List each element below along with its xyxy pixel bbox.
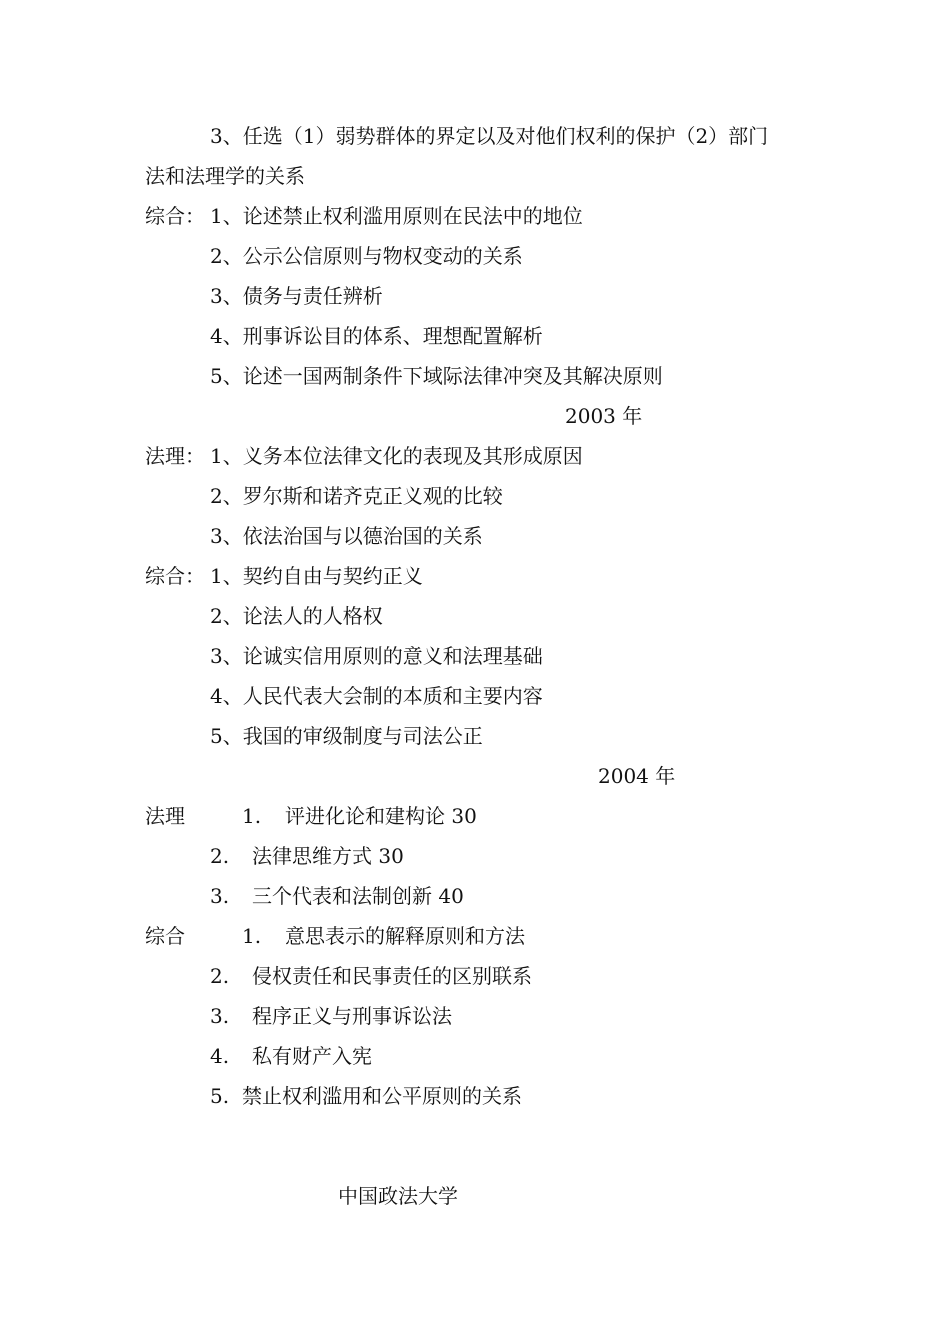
list-item: 1、义务本位法律文化的表现及其形成原因 [210,444,583,468]
list-item-number: 1. [242,804,262,828]
list-item-number: 1. [242,924,262,948]
list-item: 3、债务与责任辨析 [210,284,383,308]
list-item: 禁止权利滥用和公平原则的关系 [242,1084,522,1108]
list-item: 5、论述一国两制条件下域际法律冲突及其解决原则 [210,364,663,388]
list-item-number: 3. [210,1004,230,1028]
fali-heading: 法理： [145,444,205,468]
list-item: 三个代表和法制创新 40 [252,884,464,908]
list-item: 3、依法治国与以德治国的关系 [210,524,483,548]
list-item: 侵权责任和民事责任的区别联系 [252,964,532,988]
list-item-number: 2. [210,964,230,988]
fali-heading: 法理 [145,804,185,828]
list-item: 评进化论和建构论 30 [285,804,477,828]
zonghe-heading: 综合： [145,564,205,588]
list-item: 私有财产入宪 [252,1044,372,1068]
list-item-number: 2. [210,844,230,868]
zonghe-heading: 综合： [145,204,205,228]
list-item-number: 5. [210,1084,230,1108]
question-line: 3、任选（1）弱势群体的界定以及对他们权利的保护（2）部门 [210,124,769,148]
list-item-number: 4. [210,1044,230,1068]
list-item: 程序正义与刑事诉讼法 [252,1004,452,1028]
year-heading-2004: 2004 年 [598,764,676,788]
list-item: 2、罗尔斯和诺齐克正义观的比较 [210,484,503,508]
list-item: 5、我国的审级制度与司法公正 [210,724,483,748]
list-item: 法律思维方式 30 [252,844,404,868]
list-item: 4、人民代表大会制的本质和主要内容 [210,684,543,708]
list-item: 4、刑事诉讼目的体系、理想配置解析 [210,324,543,348]
list-item-number: 3. [210,884,230,908]
list-item: 意思表示的解释原则和方法 [285,924,525,948]
zonghe-heading: 综合 [145,924,185,948]
list-item: 2、论法人的人格权 [210,604,383,628]
list-item: 2、公示公信原则与物权变动的关系 [210,244,523,268]
school-heading: 中国政法大学 [338,1184,458,1208]
year-heading-2003: 2003 年 [565,404,643,428]
list-item: 3、论诚实信用原则的意义和法理基础 [210,644,543,668]
list-item: 1、契约自由与契约正义 [210,564,423,588]
question-line-continued: 法和法理学的关系 [145,164,305,188]
list-item: 1、论述禁止权利滥用原则在民法中的地位 [210,204,583,228]
